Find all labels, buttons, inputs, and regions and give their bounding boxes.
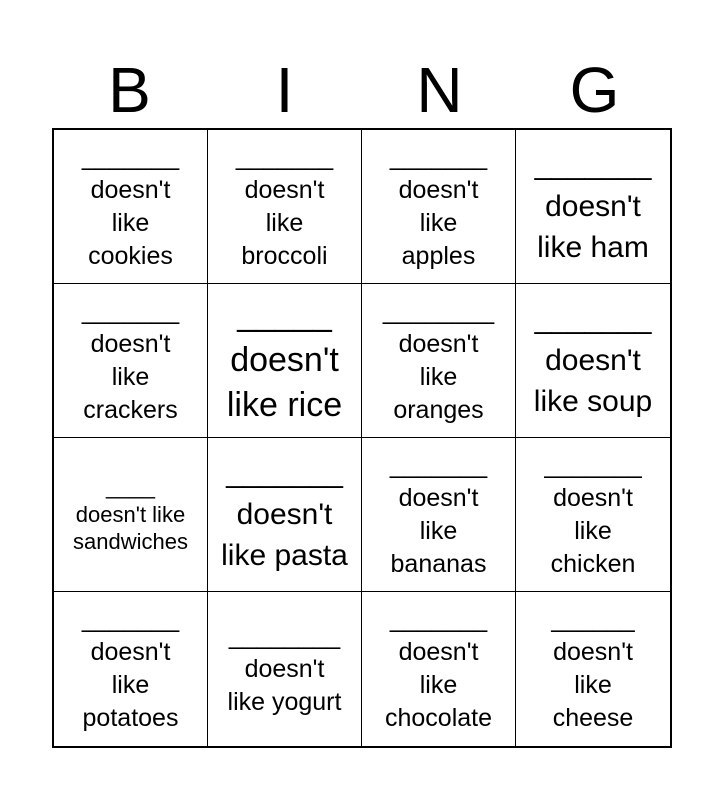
bingo-header	[52, 52, 672, 128]
header-letter-n: N	[416, 54, 463, 126]
cell-text: _______ doesn't like chocolate	[384, 605, 493, 732]
bingo-cell[interactable]	[516, 284, 670, 438]
cell-text: _______ doesn't like pasta	[221, 456, 348, 573]
cell-text: ________ doesn't like oranges	[382, 296, 495, 424]
bingo-cell[interactable]	[54, 438, 208, 592]
header-letter-g: G	[569, 54, 620, 126]
cell-text: _______ doesn't like apples	[389, 142, 488, 270]
cell-text: _______ doesn't like ham	[534, 148, 652, 265]
bingo-cell[interactable]	[208, 130, 362, 284]
bingo-cell[interactable]	[54, 130, 208, 284]
cell-text: _______ doesn't like bananas	[389, 450, 488, 578]
cell-text: ____ doesn't like sandwiches	[73, 474, 188, 555]
bingo-cell[interactable]	[362, 438, 516, 592]
cell-text: _______ doesn't like chicken	[544, 450, 642, 578]
header-letter-i: I	[275, 54, 294, 126]
bingo-cell[interactable]	[362, 130, 516, 284]
bingo-cell[interactable]	[516, 130, 670, 284]
bingo-cell[interactable]	[208, 438, 362, 592]
cell-text: _______ doesn't like potatoes	[81, 605, 180, 732]
bingo-cell[interactable]	[54, 284, 208, 438]
cell-text: ______ doesn't like cheese	[551, 605, 635, 732]
cell-text: _______ doesn't like broccoli	[235, 142, 334, 270]
bingo-cell[interactable]	[362, 284, 516, 438]
bingo-cell[interactable]	[208, 284, 362, 438]
bingo-cell[interactable]	[516, 592, 670, 746]
cell-text: _______ doesn't like cookies	[81, 142, 180, 270]
header-letter-b: B	[108, 54, 151, 126]
bingo-cell[interactable]	[208, 592, 362, 746]
bingo-cell[interactable]	[362, 592, 516, 746]
cell-text: _______ doesn't like crackers	[81, 296, 180, 424]
cell-text: _____ doesn't like rice	[226, 295, 343, 425]
bingo-grid	[52, 128, 672, 748]
cell-text: ________ doesn't like yogurt	[227, 621, 342, 716]
bingo-cell[interactable]	[516, 438, 670, 592]
bingo-cell[interactable]	[54, 592, 208, 746]
cell-text: _______ doesn't like soup	[533, 302, 653, 419]
